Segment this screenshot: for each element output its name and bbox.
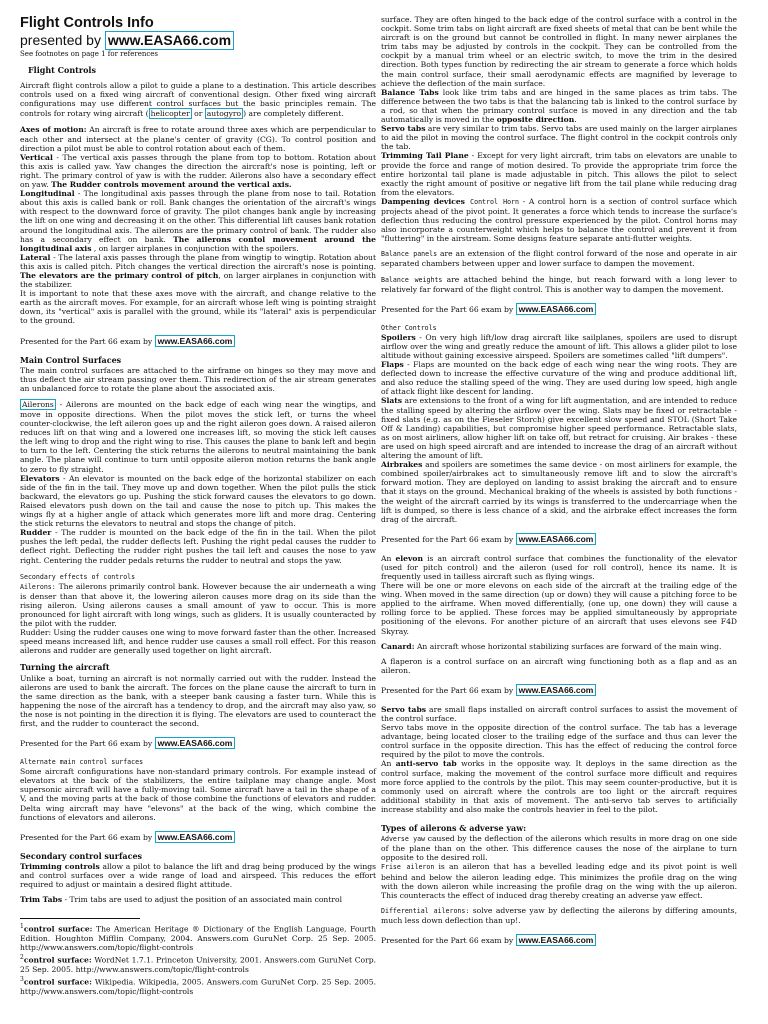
lateral-paragraph: Lateral - The lateral axis passes through the plane from wingtip to wingtip. Rotation about this axis is called pitch. Pitch changes the vertical direction the aircraft's nose is pointing. The elevators are the primary control of pitch, on larger airplanes in conjunction with the stabilizer.: [20, 252, 377, 290]
site-link[interactable]: www.EASA66.com: [516, 684, 597, 696]
balance-weights-paragraph: Balance weights are attached behind the hinge, but reach forward with a long lever to relatively far forward of the flight control. This is another way to dampen the movement.: [381, 274, 737, 294]
slats-paragraph: Slats are extensions to the front of a wing for lift augmentation, and are intended to reduce the stalling speed by altering the airflow over the wing. Slats may be fixed or retractable - fixed slats (e.g. as on the Fieseler Storch) give excellent slow speed and STOL (Short Take Off & Landing) capabilities, but compromise higher speed performance. Retractable slats, as on most airliners, allow higher lift on take off, but retract for cruising. Air brakes - these are used on high speed aircraft and are intended to increase the drag of an aircraft without altering the amount of lift.: [381, 396, 737, 461]
footnote-1: $^1$control surface: The American Heritage ® Dictionary of the English Language, Fourth Edition. Houghton Mifflin Company, 2004. Answers.com GuruNet Corp. 25 Sep. 2005. http://www.answers.com/topic/flight-controls: [20, 923, 376, 953]
presented-line: Presented for the Part 66 exam by www.EASA66.com: [381, 684, 737, 696]
footnote-2: $^2$control surface: WordNet 1.7.1. Princeton University, 2001. Answers.com GuruNet Corp. 25 Sep. 2005. http://www.answers.com/topic/flight-controls: [20, 954, 376, 975]
site-link[interactable]: www.EASA66.com: [155, 335, 236, 347]
site-link[interactable]: www.EASA66.com: [516, 934, 597, 946]
important-paragraph: It is important to note that these axes move with the aircraft, and change relative to the earth as the aircraft moves. For example, for an aircraft whose left wing is pointing straight down, its "vertical" axis is parallel with the ground, while its "lateral" axis is perpendicular to the ground.: [20, 289, 376, 326]
site-link[interactable]: www.EASA66.com: [155, 831, 236, 843]
ailerons-paragraph: Ailerons - Ailerons are mounted on the back edge of each wing near the wingtips, and move in opposite directions. When the pilot moves the stick left, or turns the wheel counter-clockwise, the left aileron goes up and the right aileron goes down. A raised aileron reduces lift on that wing and a lowered one increases lift, so moving the stick left causes the left wing to drop and the right wing to rise. This causes the plane to bank left and begin to turn to the left. Centering the stick returns the ailerons to neutral maintaining the bank angle. The plane will continue to turn until opposite aileron motion returns the bank angle to zero to fly straight.: [20, 399, 376, 474]
flaperon-paragraph: A flaperon is a control surface on an aircraft wing functioning both as a flap and as an aileron.: [381, 656, 737, 675]
axes-paragraph: Axes of motion: An aircraft is free to rotate around three axes which are perpendicular to each other and intersect at the plane's center of gravity (CG). To control position and direction a pilot must be able to control rotation about each of them.: [20, 125, 377, 153]
left-column: [20, 15, 376, 997]
balance-panels-paragraph: Balance panels are an extension of the flight control forward of the nose and operate in air separated chambers between upper and lower surface to dampen the movement.: [381, 249, 738, 269]
flaps-paragraph: Flaps - Flaps are mounted on the back edge of each wing near the wing roots. They are deflected down to increase the effective curvature of the wing and produce additional lift, and also reduce the stalling speed of the wing. They are used during low speed, high angle of attack flight like descent for landing.: [381, 360, 737, 397]
trimming-tail-plane-paragraph: Trimming Tail Plane - Except for very light aircraft, trim tabs on elevators are unable to provide the force and range of motion desired. To provide the appropriate trim force the entire horizontal tail plane is made adjustable in pitch. This allows the pilot to select exactly the right amount of positive or negative lift from the tail plane while reducing drag from the elevators.: [381, 151, 737, 197]
site-link[interactable]: www.EASA66.com: [105, 31, 234, 50]
section-heading-adverse-yaw: Types of ailerons & adverse yaw:: [381, 823, 527, 834]
reference-note: See footnotes on page 1 for references: [20, 50, 159, 58]
secondary-rudder-paragraph: Rudder: Using the rudder causes one wing to move forward faster than the other. Increased speed means increased lift, and hence rudder use causes a small roll effect. For this reason ailerons and rudder are generally used together on light aircraft.: [20, 628, 376, 656]
section-heading-turning: Turning the aircraft: [20, 662, 110, 673]
section-heading-secondary-surfaces: Secondary control surfaces: [20, 850, 143, 861]
turning-paragraph: Unlike a boat, turning an aircraft is not normally carried out with the rudder. Instead the ailerons are used to bank the aircraft. The forces on the plane cause the aircraft to turn in the same direction as the bank, with a steeper bank causing a faster turn. While this is happening the nose of the aircraft has a tendency to drop, and the aircraft may also yaw, so the nose is not pointing in the direction it is flying. The elevators are used to counteract the first, and the rudder to counteract the second.: [20, 673, 376, 728]
trimming-paragraph: Trimming controls allow a pilot to balance the lift and drag being produced by the wings and control surfaces over a wide range of load and airspeed. This reduces the effort required to adjust or maintain a desired flight attitude.: [20, 861, 376, 890]
footnote-divider: [20, 918, 140, 919]
section-heading-main-control-surfaces: Main Control Surfaces: [20, 354, 122, 365]
frise-aileron-paragraph: Frise aileron is an aileron that has a bevelled leading edge and its pivot point is well behind and below the aileron leading edge. This minimizes the profile drag on the wing with the down aileron while increasing the profile drag on the wing with the up aileron. This counteracts the effect of induced drag thereby creating an adverse yaw effect.: [381, 862, 737, 900]
site-link[interactable]: www.EASA66.com: [155, 737, 236, 749]
intro-paragraph: Aircraft flight controls allow a pilot to guide a plane to a destination. This article describes controls used on a fixed wing aircraft of conventional design. Other fixed wing aircraft configurations may use different control surfaces but the basic principles remain. The controls for rotary wing aircraft ( helicopter or autogyro ) are completely different.: [20, 81, 376, 119]
site-link[interactable]: www.EASA66.com: [516, 303, 597, 315]
page-title: Flight Controls Info: [20, 15, 154, 31]
presented-line: Presented for the Part 66 exam by www.EASA66.com: [20, 831, 376, 843]
differential-ailerons-paragraph: Differential ailerons: solve adverse yaw by deflecting the ailerons by differing amounts, much less down deflection than up!.: [381, 905, 737, 925]
section-heading-other-controls: Other Controls: [381, 323, 437, 332]
trim-tabs-paragraph: Trim Tabs - Trim tabs are used to adjust the position of an associated main control: [20, 895, 343, 905]
helicopter-link[interactable]: helicopter: [150, 109, 190, 119]
footnote-3: $^3$control surface: Wikipedia. Wikipedia, 2005. Answers.com GuruNet Corp. 25 Sep. 2005. http://www.answers.com/topic/flight-controls: [20, 976, 376, 997]
section-heading-flight-controls: Flight Controls: [28, 65, 96, 75]
right-column: [381, 15, 737, 955]
presented-by-line: presented by www.EASA66.com: [20, 31, 376, 50]
dampening-paragraph: Dampening devices Control Horn - A control horn is a section of control surface which projects ahead of the pivot point. It generates a force which tends to increase the surface's deflection thus reducing the control pressure experienced by the pilot. Control horns may also incorporate a counterweight which helps to balance the control and prevent it from "fluttering" in the airstream. Some designs feature separate anti-flutter weights.: [381, 196, 738, 244]
vertical-paragraph: Vertical - The vertical axis passes through the plane from top to bottom. Rotation about this axis is called yaw. Yaw changes the direction the aircraft's nose is pointing, left or right. The primary control of yaw is with the rudder. Ailerons also have a secondary effect on yaw. The Rudder controls movement around the vertical axis.: [20, 152, 376, 190]
ailerons-link[interactable]: Ailerons: [22, 399, 54, 409]
site-link[interactable]: www.EASA66.com: [516, 533, 597, 545]
anti-servo-paragraph: An anti-servo tab works in the opposite way. It deploys in the same direction as the control surface, making the movement of the control surface more difficult and requires more force applied to the controls by the pilot. This may seem counter-productive, but it is commonly used on aircraft where the controls are too light or the aircraft requires additional stability in that axis of movement. The anti-servo tab serves to artificially increase stability and also make the controls heavier in feel to the pilot.: [381, 759, 737, 814]
presented-line: Presented for the Part 66 exam by www.EASA66.com: [381, 303, 737, 315]
airbrakes-paragraph: Airbrakes and spoilers are sometimes the same device - on most airliners for example, the combined spoiler/airbrakes act to simultaneously remove lift and to slow the aircraft's forward motion. They are deployed on landing to assist braking the aircraft and to ensure that it stays on the ground. Mechanical braking of the wheels is assisted by both functions - the weight of the aircraft carried by its wings is transferred to the undercarriage when the lift is dumped, so there is less chance of a skid, and the airbrake effect increases the form drag of the aircraft.: [381, 460, 737, 524]
longitudinal-paragraph: Longitudinal - The longitudinal axis passes through the plane from nose to tail. Rotation about this axis is called bank or roll. Bank changes the orientation of the aircraft's wings with respect to the downward force of gravity. The pilot changes bank angle by increasing the lift on one wing and decreasing it on the other. This differential lift causes bank rotation around the longitudinal axis. The ailerons are the primary control of bank. The rudder also has a secondary effect on bank. The ailerons contol movement around the longitudinal axis , on larger airplanes in conjunction with the spoilers.: [20, 189, 376, 253]
trim-tabs-continued-paragraph: surface. They are often hinged to the back edge of the control surface with a control in the cockpit. Some trim tabs on light aircraft are fixed sheets of metal that can be bent while the aircraft is on the ground but cannot be controlled in flight. In many newer airplanes the trim tabs may be adjusted by controls in the cockpit. They can be controlled from the cockpit by a manual trim wheel or an electric switch, to move the trim in the desired direction. Both types function by redirecting the air stream to generate a force which holds the main control surface, their small aerodynamic effects are magnified by leverage to achieve the deflection of the main surface.: [381, 15, 737, 88]
adverse-yaw-paragraph: Adverse yaw caused by the deflection of the ailerons which results in more drag on one side of the plane than on the other. This difference causes the nose of the airplane to turn opposite to the desired roll.: [381, 834, 738, 863]
servo-tabs-2-paragraph: Servo tabs are small flaps installed on aircraft control surfaces to assist the movement of the control surface.: [381, 704, 738, 723]
section-heading-alternate: Alternate main control surfaces: [20, 758, 144, 767]
servo-tabs-paragraph: Servo tabs are very similar to trim tabs. Servo tabs are used mainly on the larger airplanes to aid the pilot in moving the control surface. The flight control in the cockpit controls only the tab.: [381, 124, 737, 152]
main-surfaces-paragraph: The main control surfaces are attached to the airframe on hinges so they may move and thus deflect the air stream passing over them. This redirection of the air stream generates an unbalanced force to rotate the plane about the associated axis.: [20, 365, 376, 393]
presented-line: Presented for the Part 66 exam by www.EASA66.com: [381, 934, 737, 946]
servo-tabs-2-paragraph-b: Servo tabs move in the opposite direction of the control surface. The tab has a leverage advantage, being located closer to the trailing edge of the surface and thus can lever the control surface in the opposite direction. This has the effect of reducing the control force required by the pilot to move the controls.: [381, 723, 737, 760]
balance-tabs-paragraph: Balance Tabs look like trim tabs and are hinged in the same places as trim tabs. The difference between the two tabs is that the balancing tab is linked to the control surface by a rod, so that when the primary control surface is moved in any direction and the tab automatically is moved in the opposite direction.: [381, 87, 737, 125]
presented-line: Presented for the Part 66 exam by www.EASA66.com: [20, 737, 376, 749]
section-heading-secondary-effects: Secondary effects of controls: [20, 572, 136, 581]
canard-paragraph: Canard: An aircraft whose horizontal stabilizing surfaces are forward of the main wing.: [381, 641, 722, 651]
secondary-ailerons-paragraph: Ailerons: The ailerons primarily control bank. However because the air underneath a wing is denser than that above it, the lowering aileron causes more drag on its side than the rising aileron. Using ailerons causes a small amount of yaw to occur. This is more pronounced for light aircraft with long wings, such as gliders. It is usually counteracted by the pilot with the rudder.: [20, 581, 376, 629]
alternate-paragraph: Some aircraft configurations have non-standard primary controls. For example instead of elevators at the back of the stabilizers, the entire tailplane may change angle. Most supersonic aircraft will have a fully-moving tail. Some aircraft have a tail in the shape of a V, and the moving parts at the back of those combine the functions of elevators and rudder. Delta wing aircraft may have "elevons" at the back of the wing, which combine the functions of elevators and ailerons.: [20, 767, 376, 822]
rudder-paragraph: Rudder - The rudder is mounted on the back edge of the fin in the tail. When the pilot pushes the left pedal, the rudder deflects left. Pushing the right pedal causes the rudder to deflect right. Deflecting the rudder right pushes the tail left and causes the nose to yaw right. Centering the rudder pedals returns the rudder to neutral and stops the yaw.: [20, 528, 376, 565]
elevon-paragraph-2: There will be one or more elevons on each side of the aircraft at the trailing edge of the wing. When moved in the same direction (up or down) they will cause a pitching force to be applied to the airframe. When moved differentially, (one up, one down) they will cause a rolling force to be applied. These forces may be applied simultaneously by appropriate positioning of the elevons. For another picture of an aircraft that uses elevons see F4D Skyray.: [381, 581, 737, 636]
presented-line: Presented for the Part 66 exam by www.EASA66.com: [20, 335, 376, 347]
spoilers-paragraph: Spoilers - On very high lift/low drag aircraft like sailplanes, spoilers are used to disrupt airflow over the wing and greatly reduce the amount of lift. This allows a glider pilot to lose altitude without gaining excessive airspeed. Spoilers are sometimes called "lift dumpers".: [381, 332, 737, 360]
elevators-paragraph: Elevators - An elevator is mounted on the back edge of the horizontal stabilizer on each side of the fin in the tail. They move up and down together. When the pilot pulls the stick backward, the elevators go up. Pushing the stick forward causes the elevators to go down. Raised elevators push down on the tail and cause the nose to pitch up. This makes the wings fly at a higher angle of attack which generates more lift and more drag. Centering the stick returns the elevators to neutral and stops the change of pitch.: [20, 473, 376, 529]
elevon-paragraph: An elevon is an aircraft control surface that combines the functionality of the elevator (used for pitch control) and the aileron (used for roll control), hence its name. It is frequently used in tailless aircraft such as flying wings.: [381, 553, 737, 581]
autogyro-link[interactable]: autogyro: [206, 109, 242, 119]
presented-line: Presented for the Part 66 exam by www.EASA66.com: [381, 533, 737, 545]
